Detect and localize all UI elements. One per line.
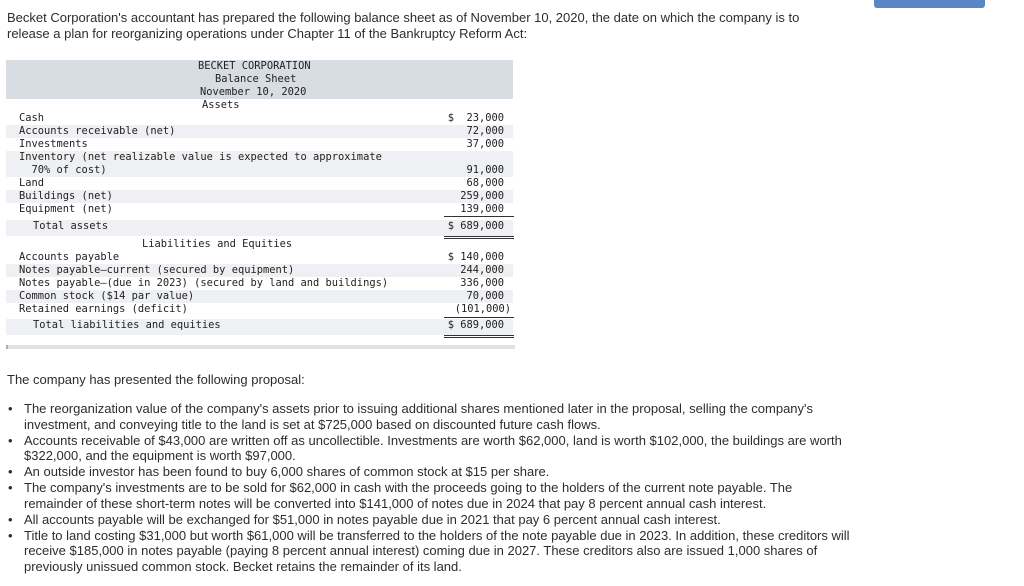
row-value: 91,000 [466,164,504,176]
row-label: 70% of cost) [19,164,107,176]
row-label: Notes payable—(due in 2023) (secured by land and buildings) [19,277,389,289]
table-row [6,203,513,216]
table-row [6,164,513,177]
row-label: Accounts receivable (net) [19,125,176,137]
proposal-title: The company has presented the following proposal: [7,372,305,387]
balance-sheet-header [6,60,513,99]
list-item: • The reorganization value of the company's assets prior to issuing additional shares mentioned later in the proposal, selling the company's investment, and conveying title to the land is set at $725,000 based on discounted future cash flows. [24,401,854,432]
row-value: $ 689,000 [447,319,504,331]
balance-sheet [6,60,513,331]
row-label: Inventory (net realizable value is expected to approximate [19,151,382,163]
row-value: $ 23,000 [447,112,504,124]
row-value: $ 140,000 [447,251,504,263]
sheet-title: Balance Sheet [215,73,297,85]
row-value: (101,000) [454,303,511,315]
row-label: Common stock ($14 par value) [19,290,195,302]
underline [444,317,514,318]
liabilities-heading-row [6,238,513,251]
horizontal-scrollbar[interactable] [6,345,515,349]
intro-text: Becket Corporation's accountant has prepared the following balance sheet as of November 10, 2020, the date on which the company is to release a plan for reorganizing operations under Chapter 11 of the Bankruptcy Reform Act: [7,10,800,41]
total-assets-row [6,220,513,236]
row-value: 336,000 [460,277,504,289]
list-item: • Title to land costing $31,000 but worth $61,000 will be transferred to the holders of the note payable due in 2023. In addition, these creditors will receive $185,000 in notes payable (paying 8 percent annual interest) coming due in 2027. These creditors also are issued 1,000 shares of previously unissued common stock. Becket retains the remainder of its land. [24,528,854,575]
row-label: Notes payable—current (secured by equipment) [19,264,295,276]
row-value: 259,000 [460,190,504,202]
table-row [6,290,513,303]
list-item: • All accounts payable will be exchanged for $51,000 in notes payable due in 2021 that pay 6 percent annual cash interest. [24,512,854,528]
proposal-list [7,401,854,575]
row-label: Retained earnings (deficit) [19,303,188,315]
row-label: Buildings (net) [19,190,113,202]
double-underline [444,236,514,237]
row-label: Investments [19,138,88,150]
row-value: 139,000 [460,203,504,215]
double-underline [444,335,514,336]
row-value: 68,000 [466,177,504,189]
underline [444,216,514,217]
list-item: • The company's investments are to be sold for $62,000 in cash with the proceeds going to the holders of the current note payable. The remainder of these short-term notes will be converted into $141,000 of notes due in 2024 that pay 8 percent annual cash interest. [24,480,854,511]
table-row [6,190,513,203]
row-label: Equipment (net) [19,203,113,215]
liabilities-heading: Liabilities and Equities [142,238,293,250]
row-label: Cash [19,112,45,124]
table-row [6,277,513,290]
row-label: Land [19,177,45,189]
row-value: 70,000 [466,290,504,302]
row-label: Accounts payable [19,251,120,263]
row-value: 72,000 [466,125,504,137]
table-row [6,138,513,151]
list-item: • An outside investor has been found to buy 6,000 shares of common stock at $15 per share. [24,464,854,480]
row-label: Total assets [33,220,109,232]
double-underline [444,337,514,338]
table-row [6,303,513,316]
row-value: 37,000 [466,138,504,150]
table-row [6,177,513,190]
assets-heading: Assets [202,99,240,111]
submit-button[interactable] [874,0,985,8]
total-liabilities-row [6,319,513,335]
list-item: • Accounts receivable of $43,000 are written off as uncollectible. Investments are worth $62,000, land is worth $102,000, the buildings are worth $322,000, and the equipment is worth $97,000. [24,433,854,464]
company-name: BECKET CORPORATION [198,60,311,72]
row-label: Total liabilities and equities [33,319,221,331]
table-row [6,251,513,264]
sheet-date: November 10, 2020 [200,86,307,98]
assets-heading-row [6,99,513,112]
table-row [6,151,513,164]
table-row [6,112,513,125]
table-row [6,264,513,277]
table-row [6,125,513,138]
row-value: 244,000 [460,264,504,276]
row-value: $ 689,000 [447,220,504,232]
